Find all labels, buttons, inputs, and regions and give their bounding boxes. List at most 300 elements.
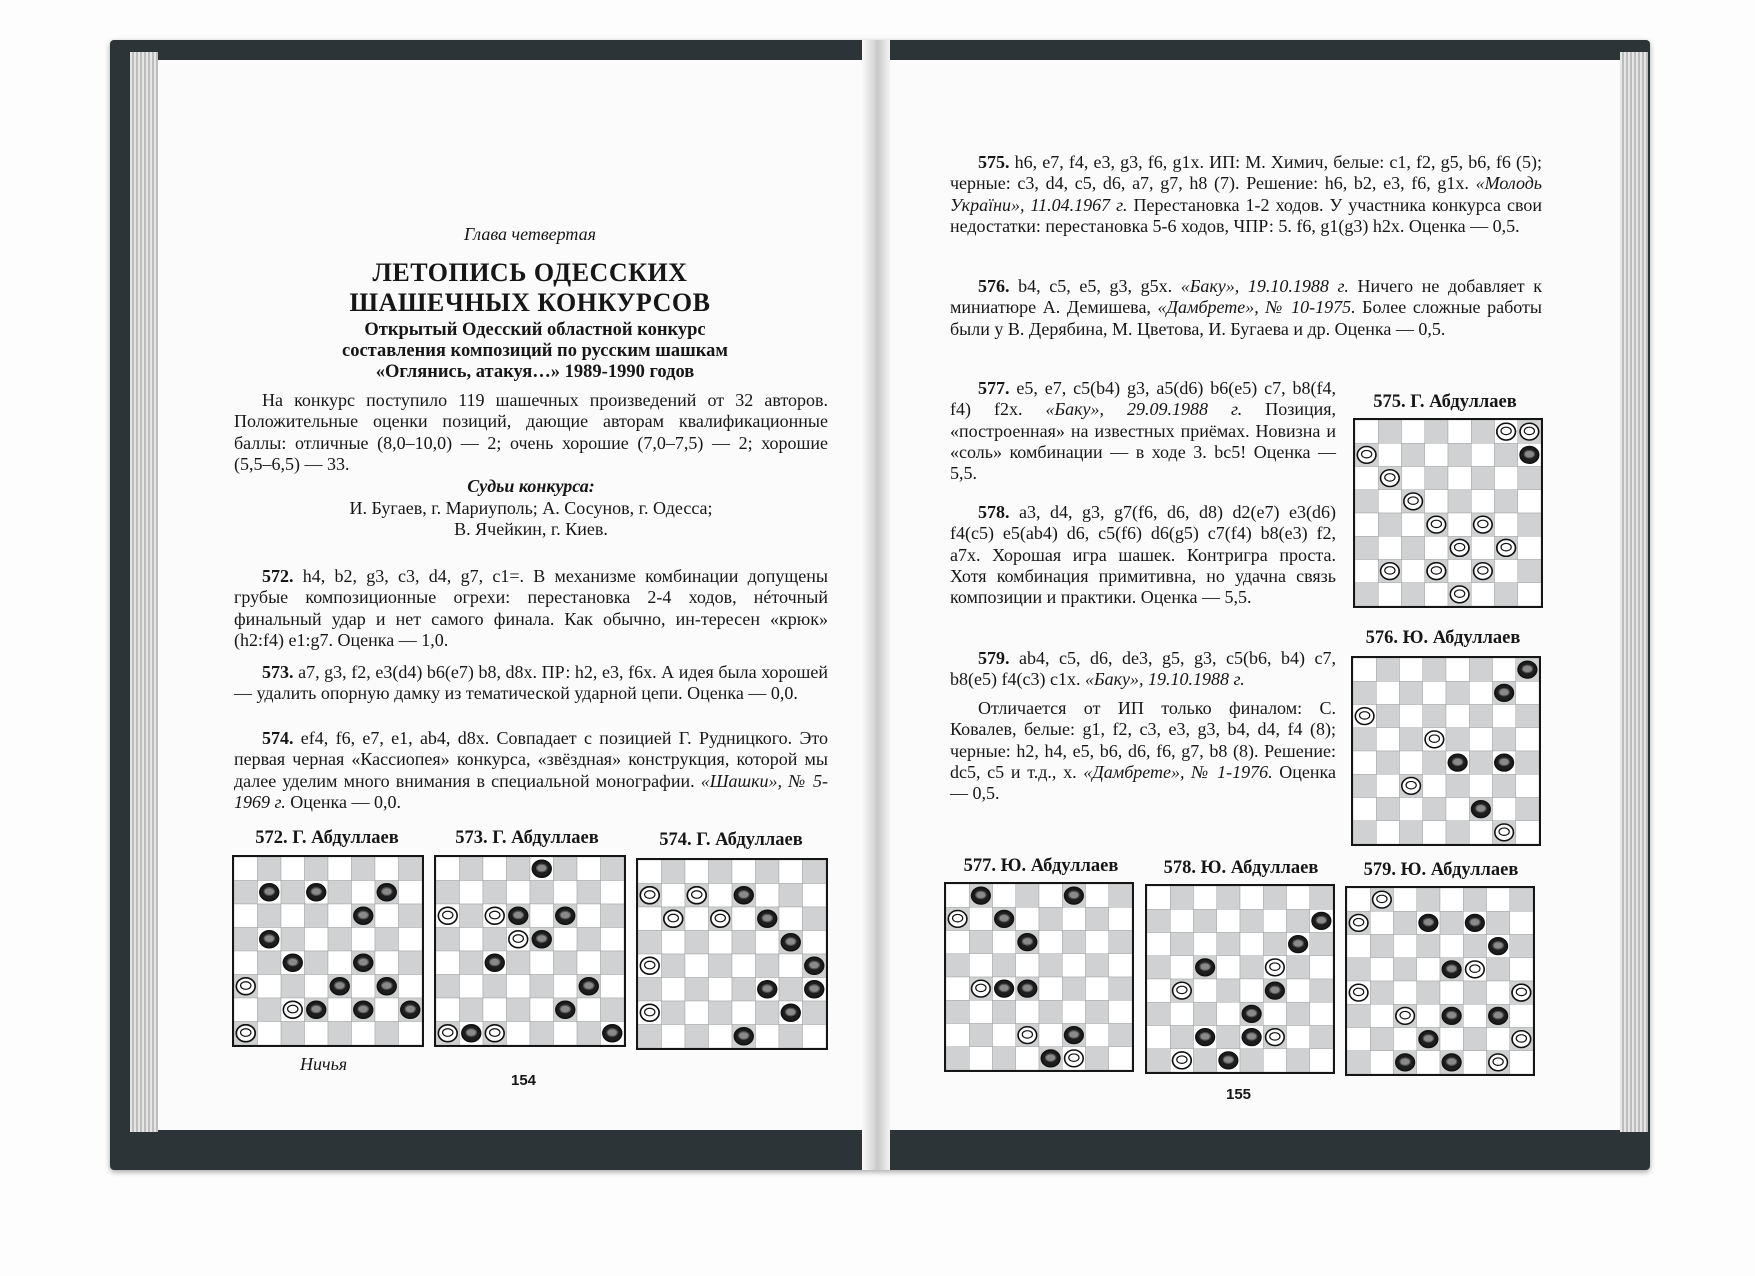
intro-paragraph: На конкурс поступило 119 шашечных произведений от 32 авторов. Положительные оценки позиций, дающие авторам квалификационные баллы: отличные (8,0–10,0) — 2; очень хорошие (7,0–7,5) — 2; хорошие (5,5–6,5) — 33. [234,390,828,474]
dark-square [1370,981,1393,1004]
light-square [1448,560,1471,583]
light-square [1370,911,1393,934]
dark-square [305,951,329,975]
dark-square [803,907,827,931]
light-square [1446,658,1469,681]
dark-square [638,978,662,1002]
light-square [1400,798,1423,821]
light-square [1378,443,1401,466]
dark-square [1370,1028,1393,1051]
white-checker-e1 [1450,586,1469,603]
light-square [1417,958,1440,981]
dark-square [1194,1049,1217,1072]
dark-square [709,860,733,884]
diagram-578-caption: 578. Ю. Абдуллаев [1163,858,1319,878]
black-checker-b1 [462,1025,481,1042]
light-square [1109,1047,1132,1070]
dark-square [1417,888,1440,911]
dark-square [530,881,554,905]
page-number-right: 155 [1226,1086,1252,1103]
dark-square [554,857,578,881]
board-svg [1353,658,1539,844]
light-square [756,1025,780,1049]
light-square [1194,933,1217,956]
problem-572-body: h4, b2, g3, c3, d4, g7, c1=. В механизме комбинации допущены грубые композиционные огрехи: перестановка 2-4 ходов, нéточный финальный удар и нет самого финала. Как обычно, ин-тересен «крюк» (h2:f4) e1:g7. Оценка — 1,0. [234,566,828,650]
white-checker-a7 [640,887,659,904]
light-square [1448,420,1471,443]
light-square [756,884,780,908]
light-square [436,998,460,1022]
light-square [1194,979,1217,1002]
light-square [1510,958,1533,981]
problem-576-source: «Баку», 19.10.1988 г. [1180,276,1349,296]
light-square [601,975,625,999]
light-square [399,928,423,952]
white-checker-b4 [1173,982,1192,999]
light-square [969,1047,992,1070]
white-checker-h4 [1512,984,1531,1001]
dark-square [1471,420,1494,443]
light-square [1469,681,1492,704]
dark-square [577,881,601,905]
light-square [1287,886,1310,909]
black-checker-c5 [1196,959,1215,976]
dark-square [1394,911,1417,934]
white-checker-d5 [1425,731,1444,748]
dark-square [1147,1002,1170,1025]
problem-579-source2: «Дамбрете», № 1-1976. [1083,761,1273,782]
dark-square [1493,728,1516,751]
light-square [1355,560,1378,583]
light-square [352,881,376,905]
light-square [1086,977,1109,1000]
white-checker-f5 [1266,959,1285,976]
problem-578-body: a3, d4, g3, g7(f6, d6, d8) d2(e7) e3(d6) f4(c5) e5(ab4) d6, c5(f6) d6(g5) c7(f4) b8(e3) f2, a7x. Хорошая игра шашек. Контригра проста. Хотя комбинация примитивна, но удачна связь композиции и практики. Оценка — 5,5. [950,502,1336,608]
black-checker-f6 [354,907,373,924]
white-checker-f2 [1266,1029,1285,1046]
dark-square [1463,888,1486,911]
dark-square [1487,911,1510,934]
judges-line2: В. Ячейкин, г. Киев. [454,519,608,540]
diagram-575-caption: 575. Г. Абдуллаев [1373,392,1517,412]
problem-575-text [950,152,1542,237]
black-checker-c2 [1196,1029,1215,1046]
problem-579-number: 579. [978,648,1010,668]
dark-square [1353,728,1376,751]
dark-square [305,904,329,928]
black-checker-d6 [509,907,528,924]
light-square [1425,490,1448,513]
light-square [732,907,756,931]
page-number-left: 154 [511,1072,537,1089]
light-square [1370,958,1393,981]
dark-square [352,857,376,881]
black-checker-d7 [307,884,326,901]
white-checker-c1 [485,1025,504,1042]
diagram-574-caption: 574. Г. Абдуллаев [659,830,803,850]
light-square [1347,1028,1370,1051]
dark-square [638,931,662,955]
black-checker-d4 [1018,980,1037,997]
dark-square [1217,1026,1240,1049]
black-checker-c1 [1396,1054,1415,1071]
light-square [709,1025,733,1049]
dark-square [258,904,282,928]
light-square [685,954,709,978]
light-square [662,978,686,1002]
light-square [328,998,352,1022]
dark-square [1510,888,1533,911]
dark-square [1378,420,1401,443]
white-checker-d5 [509,931,528,948]
dark-square [803,860,827,884]
dark-square [483,881,507,905]
dark-square [1217,886,1240,909]
dark-square [1086,1000,1109,1023]
problem-573-text [234,662,828,705]
black-checker-b8 [972,887,991,904]
light-square [1109,907,1132,930]
dark-square [483,975,507,999]
diagram-575-board [1353,418,1543,608]
dark-square [1147,909,1170,932]
dark-square [1516,798,1539,821]
light-square [1518,490,1541,513]
light-square [507,975,531,999]
dark-square [1353,774,1376,797]
white-checker-g8 [1497,423,1516,440]
light-square [1355,513,1378,536]
dark-square [732,931,756,955]
problem-572-number: 572. [262,566,294,586]
draw-note: Ничья [300,1054,348,1074]
light-square [1463,1051,1486,1074]
light-square [352,1022,376,1046]
light-square [1446,705,1469,728]
black-checker-e5 [1442,961,1461,978]
dark-square [1400,728,1423,751]
dark-square [1518,560,1541,583]
dark-square [1400,681,1423,704]
light-square [234,904,258,928]
dark-square [436,881,460,905]
dark-square [460,904,484,928]
light-square [1016,1047,1039,1070]
dark-square [1039,907,1062,930]
light-square [460,975,484,999]
dark-square [1263,933,1286,956]
black-checker-e2 [1242,1029,1261,1046]
judges-heading: Судьи конкурса: [467,476,595,496]
black-checker-f6 [758,910,777,927]
dark-square [1347,1004,1370,1027]
light-square [1417,1051,1440,1074]
light-square [1516,774,1539,797]
light-square [1402,513,1425,536]
dark-square [1086,1047,1109,1070]
white-checker-a4 [1349,984,1368,1001]
board-svg [1147,886,1333,1072]
problem-573-number: 573. [262,662,294,682]
light-square [1263,1002,1286,1025]
light-square [1240,886,1263,909]
board-svg [436,857,624,1045]
light-square [1425,443,1448,466]
diagram-577-caption: 577. Ю. Абдуллаев [963,856,1119,876]
white-checker-b6 [664,910,683,927]
light-square [1394,888,1417,911]
light-square [328,951,352,975]
dark-square [1109,931,1132,954]
dark-square [756,1001,780,1025]
light-square [969,907,992,930]
dark-square [281,975,305,999]
dark-square [436,928,460,952]
white-checker-g1 [1489,1054,1508,1071]
light-square [662,1025,686,1049]
dark-square [1400,821,1423,844]
light-square [709,884,733,908]
light-square [969,1000,992,1023]
problem-574-body: ef4, f6, e7, e1, ab4, d8x. Совпадает с позицией Г. Рудницкого. Это первая черная «Кассиопея» конкурса, «звёздная» конструкция, которой мы далее уделим много внимания в специальной монографии. [234,728,828,791]
dark-square [328,928,352,952]
light-square [530,998,554,1022]
light-square [803,931,827,955]
diagram-576-board [1351,656,1541,846]
light-square [530,951,554,975]
problem-574-source: «Шашки», № 5-1969 г. [234,770,829,812]
white-checker-g1 [1495,824,1514,841]
light-square [281,904,305,928]
light-square [1086,884,1109,907]
dark-square [399,857,423,881]
problem-574-number: 574. [262,728,294,748]
light-square [1263,1049,1286,1072]
light-square [1170,1002,1193,1025]
black-checker-h1 [603,1025,622,1042]
light-square [1370,1051,1393,1074]
light-square [685,907,709,931]
white-checker-c3 [1402,778,1421,795]
light-square [1376,821,1399,844]
light-square [756,931,780,955]
dark-square [1463,1028,1486,1051]
black-checker-e3 [1242,1006,1261,1023]
light-square [1440,935,1463,958]
light-square [1425,583,1448,606]
light-square [1378,490,1401,513]
white-checker-a6 [438,907,457,924]
light-square [662,884,686,908]
light-square [530,904,554,928]
dark-square [375,928,399,952]
dark-square [1376,658,1399,681]
black-checker-d2 [1419,1031,1438,1048]
light-square [577,998,601,1022]
white-checker-c6 [485,907,504,924]
dark-square [969,931,992,954]
problem-576-number: 576. [978,276,1010,296]
dark-square [281,1022,305,1046]
light-square [1287,1026,1310,1049]
light-square [993,884,1016,907]
dark-square [1217,933,1240,956]
dark-square [328,881,352,905]
dark-square [662,1001,686,1025]
white-checker-a3 [236,978,255,995]
problem-575-body-cont: Перестановка 1-2 ходов. У участника конкурса свои недостатки: перестановка 5-6 ходов, ЧПР: 5. f6, g1(g3) h2x. Оценка — 0,5. [950,194,1542,236]
light-square [460,928,484,952]
dark-square [1463,935,1486,958]
light-square [662,931,686,955]
dark-square [1039,954,1062,977]
dark-square [803,1001,827,1025]
diagram-578-board [1145,884,1335,1074]
dark-square [577,928,601,952]
dark-square [1487,958,1510,981]
dark-square [234,881,258,905]
black-checker-f2 [1065,1027,1084,1044]
black-checker-e8 [532,860,551,877]
light-square [1471,583,1494,606]
black-checker-d6 [1018,934,1037,951]
light-square [577,951,601,975]
page-edges-right [1620,52,1648,1132]
white-checker-c5 [1404,493,1423,510]
light-square [1471,443,1494,466]
black-checker-e7 [734,887,753,904]
light-square [1086,1024,1109,1047]
light-square [1448,513,1471,536]
white-checker-b4 [972,980,991,997]
board-svg [946,884,1132,1070]
light-square [1170,909,1193,932]
dark-square [1446,774,1469,797]
problem-577-body-cont: Позиция, «построенная» на известных приёмах. Новизна и «соль» комбинации — в ходе 3. bc5! Оценка — 5,5. [950,399,1337,484]
light-square [507,1022,531,1046]
black-checker-g4 [1495,754,1514,771]
light-square [601,928,625,952]
light-square [554,881,578,905]
light-square [281,857,305,881]
dark-square [281,881,305,905]
black-checker-g6 [1489,938,1508,955]
black-checker-e3 [1442,1008,1461,1025]
light-square [1469,728,1492,751]
dark-square [460,998,484,1022]
light-square [732,860,756,884]
black-checker-g7 [377,884,396,901]
dark-square [1510,935,1533,958]
black-checker-f2 [1472,801,1491,818]
dark-square [1147,956,1170,979]
dark-square [1240,956,1263,979]
light-square [1039,1024,1062,1047]
dark-square [1423,658,1446,681]
dark-square [1086,907,1109,930]
light-square [1495,467,1518,490]
white-checker-f2 [1474,563,1493,580]
dark-square [1471,467,1494,490]
dark-square [258,998,282,1022]
light-square [352,975,376,999]
light-square [1347,935,1370,958]
black-checker-h7 [1520,447,1539,464]
dark-square [685,978,709,1002]
dark-square [1240,909,1263,932]
white-checker-d6 [711,910,730,927]
dark-square [709,1001,733,1025]
light-square [1062,907,1085,930]
light-square [993,931,1016,954]
dark-square [1109,884,1132,907]
light-square [399,881,423,905]
dark-square [483,928,507,952]
black-checker-g3 [1489,1008,1508,1025]
white-checker-b1 [1173,1052,1192,1069]
dark-square [1376,798,1399,821]
light-square [709,931,733,955]
dark-square [507,857,531,881]
white-checker-a1 [438,1025,457,1042]
white-checker-f4 [1474,516,1493,533]
dark-square [1446,681,1469,704]
light-square [803,1025,827,1049]
light-square [1310,1002,1333,1025]
light-square [554,1022,578,1046]
light-square [1353,658,1376,681]
problem-579-comparison-body: Отличается от ИП только финалом: С. Ковалев, белые: g1, f2, c3, e3, g3, b4, d4, f4 (8); черные: h2, h4, e5, b6, d6, f6, g7, b8 (8). Решение: dc5, c5 и т.д., x. [950,698,1336,782]
dark-square [1423,798,1446,821]
dark-square [1469,658,1492,681]
white-checker-a7 [948,911,967,928]
dark-square [1516,705,1539,728]
light-square [399,1022,423,1046]
dark-square [399,951,423,975]
dark-square [969,1024,992,1047]
dark-square [530,975,554,999]
dark-square [1355,583,1378,606]
problem-576-text [950,276,1542,340]
dark-square [1287,956,1310,979]
light-square [375,998,399,1022]
contest-title-line3: «Оглянись, атакуя…» 1989-1990 годов [375,362,695,382]
light-square [1310,956,1333,979]
light-square [1109,1000,1132,1023]
dark-square [1086,954,1109,977]
dark-square [779,884,803,908]
dark-square [1417,981,1440,1004]
problem-574-text [234,728,828,813]
dark-square [1039,1000,1062,1023]
white-checker-a2 [640,1004,659,1021]
light-square [305,928,329,952]
light-square [436,857,460,881]
board-svg [638,860,826,1048]
contest-title [255,320,815,383]
board-svg [1355,420,1541,606]
dark-square [1194,1002,1217,1025]
problem-575-number: 575. [978,152,1010,172]
white-checker-d2 [1018,1027,1037,1044]
dark-square [1355,490,1378,513]
dark-square [1217,979,1240,1002]
light-square [1448,467,1471,490]
dark-square [993,1047,1016,1070]
black-checker-d7 [1419,915,1438,932]
light-square [1510,1004,1533,1027]
black-checker-f3 [758,981,777,998]
